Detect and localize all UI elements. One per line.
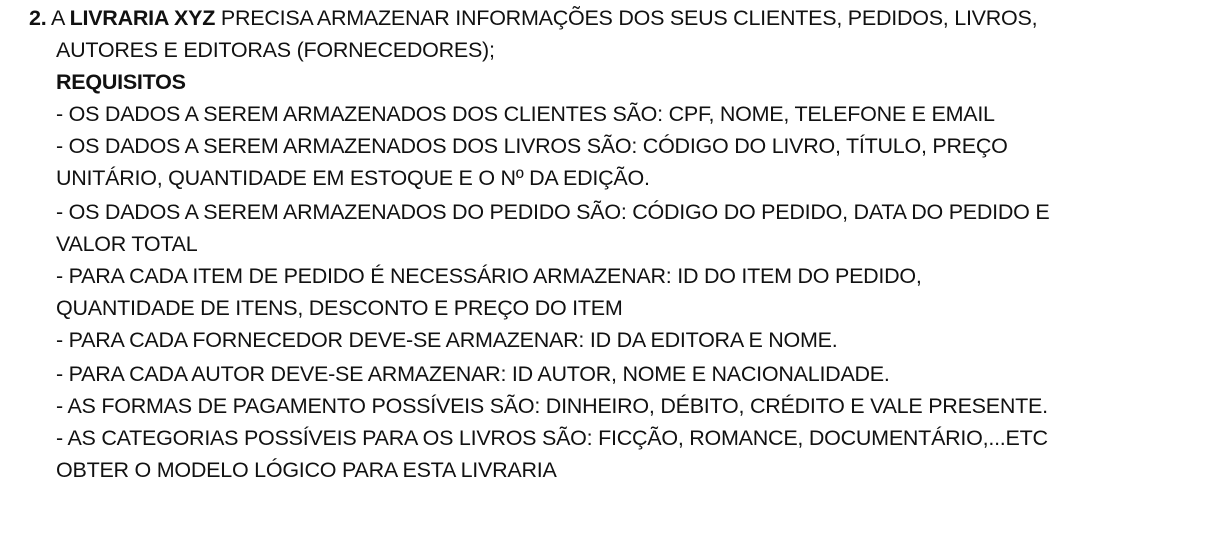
requirement-line: - AS FORMAS DE PAGAMENTO POSSÍVEIS SÃO: DINHEIRO, DÉBITO, CRÉDITO E VALE PRESENTE.: [56, 394, 1048, 418]
exercise-number: 2.: [29, 6, 47, 30]
requirements-heading: REQUISITOS: [56, 70, 186, 94]
requirement-line: QUANTIDADE DE ITENS, DESCONTO E PREÇO DO ITEM: [56, 296, 623, 320]
company-name: LIVRARIA XYZ: [69, 6, 216, 30]
requirement-line: VALOR TOTAL: [56, 232, 198, 256]
requirement-line: UNITÁRIO, QUANTIDADE EM ESTOQUE E O Nº DA EDIÇÃO.: [56, 166, 650, 190]
requirement-line: - PARA CADA ITEM DE PEDIDO É NECESSÁRIO ARMAZENAR: ID DO ITEM DO PEDIDO,: [56, 264, 922, 288]
intro-prefix: A: [46, 6, 70, 30]
requirement-line: - PARA CADA FORNECEDOR DEVE-SE ARMAZENAR: ID DA EDITORA E NOME.: [56, 328, 838, 352]
requirement-line: - AS CATEGORIAS POSSÍVEIS PARA OS LIVROS SÃO: FICÇÃO, ROMANCE, DOCUMENTÁRIO,...ETC: [56, 426, 1048, 450]
requirement-line: - OS DADOS A SEREM ARMAZENADOS DOS LIVROS SÃO: CÓDIGO DO LIVRO, TÍTULO, PREÇO: [56, 134, 1008, 158]
requirement-line: - PARA CADA AUTOR DEVE-SE ARMAZENAR: ID AUTOR, NOME E NACIONALIDADE.: [56, 362, 890, 386]
intro-continuation: AUTORES E EDITORAS (FORNECEDORES);: [56, 38, 495, 62]
requirement-line: - OS DADOS A SEREM ARMAZENADOS DO PEDIDO SÃO: CÓDIGO DO PEDIDO, DATA DO PEDIDO E: [56, 200, 1050, 224]
task-statement: OBTER O MODELO LÓGICO PARA ESTA LIVRARIA: [56, 458, 557, 482]
exercise-intro-line: [29, 2, 1037, 34]
requirement-line: - OS DADOS A SEREM ARMAZENADOS DOS CLIENTES SÃO: CPF, NOME, TELEFONE E EMAIL: [56, 102, 995, 126]
intro-text: PRECISA ARMAZENAR INFORMAÇÕES DOS SEUS CLIENTES, PEDIDOS, LIVROS,: [215, 6, 1038, 30]
